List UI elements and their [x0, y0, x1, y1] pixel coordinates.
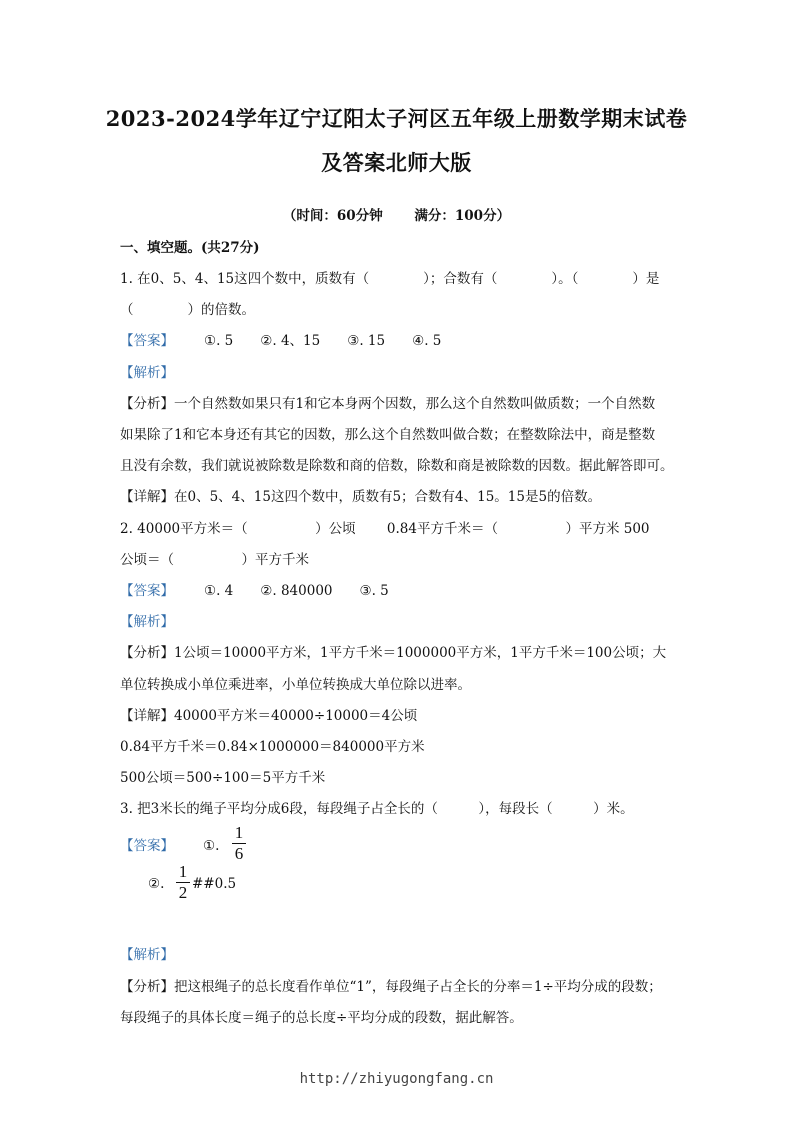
xiangjie-tag: 【详解】 — [120, 489, 174, 505]
question-2-detail-line3: 500公顷＝500÷100＝5平方千米 — [120, 770, 326, 786]
fenxi-tag: 【分析】 — [120, 979, 174, 995]
answer-1-prefix: ①. — [203, 838, 220, 854]
question-2-detail-line2: 0.84平方千米＝0.84×1000000＝840000平方米 — [120, 739, 425, 755]
answer-2-suffix: ##0.5 — [192, 876, 237, 892]
question-2-line2: 公顷＝（ ）平方千米 — [120, 552, 309, 568]
analysis-tag: 【解析】 — [120, 947, 174, 963]
xiangjie-text: 在0、5、4、15这四个数中，质数有5；合数有4、15。15是5的倍数。 — [174, 489, 602, 505]
question-1-detail — [120, 488, 601, 506]
question-1-analysis-line3: 且没有余数，我们就说被除数是除数和商的倍数，除数和商是被除数的因数。据此解答即可。 — [120, 458, 674, 474]
analysis-tag: 【解析】 — [120, 365, 174, 381]
question-3-line1: 3. 把3米长的绳子平均分成6段，每段绳子占全长的（ ），每段长（ ）米。 — [120, 801, 634, 817]
fenxi-text: 一个自然数如果只有1和它本身两个因数，那么这个自然数叫做质数；一个自然数 — [174, 396, 656, 412]
xiangjie-tag: 【详解】 — [120, 708, 174, 724]
fraction-numerator: 1 — [178, 862, 188, 881]
answer-2-prefix: ②. — [148, 876, 165, 892]
analysis-tag: 【解析】 — [120, 614, 174, 630]
exam-meta: （时间：60分钟 满分：100分） — [282, 208, 511, 224]
fenxi-tag: 【分析】 — [120, 645, 174, 661]
answer-values: ①. 4 ②. 840000 ③. 5 — [204, 583, 389, 599]
question-2-analysis-line2: 单位转换成小单位乘进率，小单位转换成大单位除以进率。 — [120, 677, 471, 693]
answer-tag: 【答案】 — [120, 838, 174, 854]
question-2-line1: 2. 40000平方米＝（ ）公顷 0.84平方千米＝（ ）平方米 500 — [120, 521, 650, 537]
question-3-analysis-line2: 每段绳子的具体长度＝绳子的总长度÷平均分成的段数，据此解答。 — [120, 1010, 523, 1026]
fraction-denominator: 2 — [178, 883, 188, 902]
question-2-analysis-line1 — [120, 644, 666, 662]
question-2-detail-line1 — [120, 707, 417, 725]
fraction-numerator: 1 — [234, 823, 244, 842]
question-2-answer — [120, 582, 389, 600]
answer-values: ①. 5 ②. 4、15 ③. 15 ④. 5 — [204, 333, 442, 349]
answer-2-fraction — [176, 863, 190, 902]
section-heading: 一、填空题。(共27分) — [120, 240, 260, 256]
question-1-line2: （ ）的倍数。 — [120, 302, 255, 318]
question-1-analysis-line2: 如果除了1和它本身还有其它的因数，那么这个自然数叫做合数；在整数除法中，商是整数 — [120, 427, 656, 443]
document-title-line1: 2023-2024学年辽宁辽阳太子河区五年级上册数学期末试卷 — [105, 106, 688, 131]
footer-url[interactable]: http://zhiyugongfang.cn — [299, 1071, 494, 1087]
question-1-analysis-line1 — [120, 395, 655, 413]
xiangjie-text: 40000平方米＝40000÷10000＝4公顷 — [174, 708, 418, 724]
document-title-line2: 及答案北师大版 — [321, 150, 472, 175]
question-3-analysis-line1 — [120, 978, 662, 996]
fenxi-tag: 【分析】 — [120, 396, 174, 412]
answer-1-fraction — [232, 824, 246, 863]
fenxi-text: 1公顷＝10000平方米，1平方千米＝1000000平方米，1平方千米＝100公顷；大 — [174, 645, 667, 661]
question-1-line1: 1. 在0、5、4、15这四个数中，质数有（ ）；合数有（ ）。（ ）是 — [120, 271, 660, 287]
answer-tag: 【答案】 — [120, 583, 174, 599]
answer-tag: 【答案】 — [120, 333, 174, 349]
fenxi-text: 把这根绳子的总长度看作单位“1”，每段绳子占全长的分率＝1÷平均分成的段数； — [174, 979, 662, 995]
fraction-denominator: 6 — [234, 844, 244, 863]
question-1-answer — [120, 332, 441, 350]
